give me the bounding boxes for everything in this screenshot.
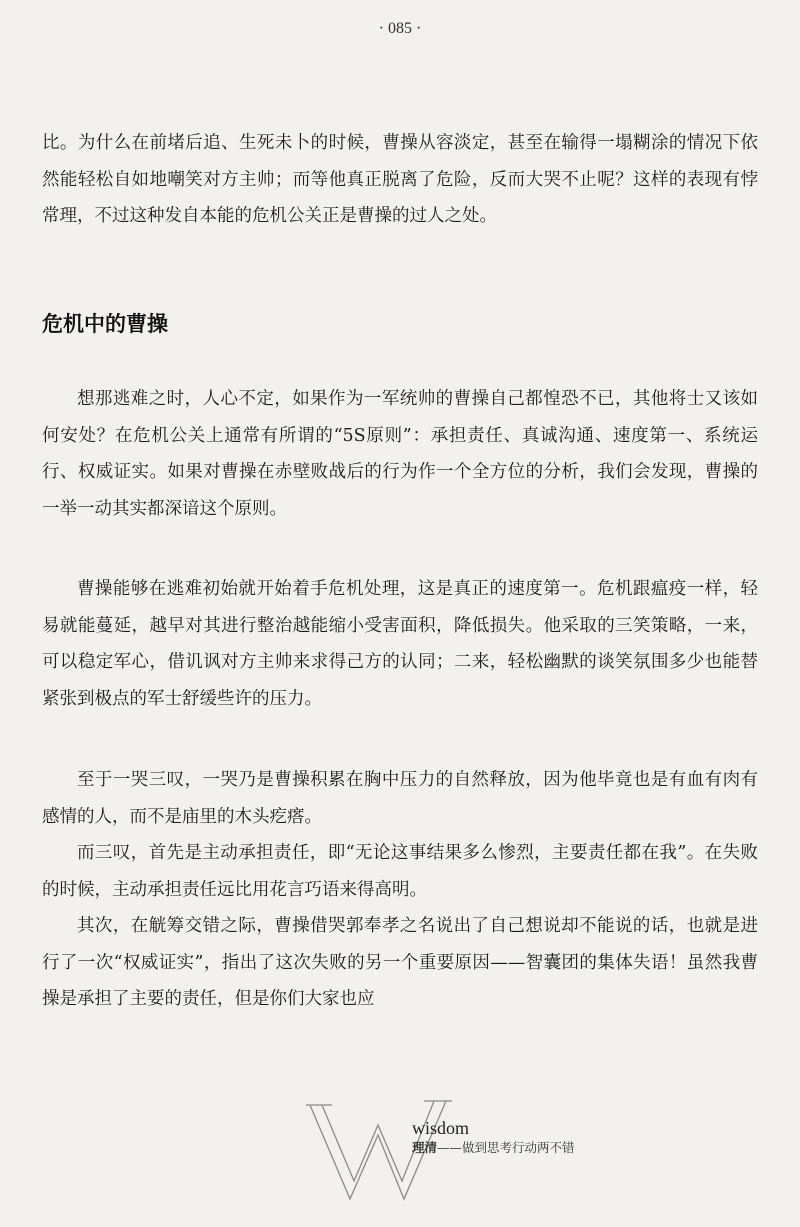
section-title: 危机中的曹操 xyxy=(42,312,168,336)
body-paragraph: 曹操能够在逃难初始就开始着手危机处理，这是真正的速度第一。危机跟瘟疫一样，轻易就能蔓延，越早对其进行整治越能缩小受害面积，降低损失。他采取的三笑策略，一来，可以稳定军心，借讥讽对方主帅来求得己方的认同；二来，轻松幽默的谈笑氛围多少也能替紧张到极点的军士舒缓些许的压力。 xyxy=(42,579,758,709)
footer-text xyxy=(412,1118,575,1158)
body-paragraph: 其次，在觥筹交错之际，曹操借哭郭奉孝之名说出了自己想说却不能说的话，也就是进行了一次“权威证实”，指出了这次失败的另一个重要原因——智囊团的集体失语！虽然我曹操是承担了主要的责任，但是你们大家也应 xyxy=(42,916,758,1009)
body-paragraph: 至于一哭三叹，一哭乃是曹操积累在胸中压力的自然释放，因为他毕竟也是有血有肉有感情的人，而不是庙里的木头疙瘩。 xyxy=(42,770,758,827)
footer-tagline-rest: ——做到思考行动两不错 xyxy=(437,1140,575,1155)
body-paragraph: 想那逃难之时，人心不定，如果作为一军统帅的曹操自己都惶恐不已，其他将士又该如何安处？在危机公关上通常有所谓的“5S原则”：承担责任、真诚沟通、速度第一、系统运行、权威证实。如果对曹操在赤壁败战后的行为作一个全方位的分析，我们会发现，曹操的一举一动其实都深谙这个原则。 xyxy=(42,389,758,519)
intro-paragraph: 比。为什么在前堵后追、生死未卜的时候，曹操从容淡定，甚至在输得一塌糊涂的情况下依然能轻松自如地嘲笑对方主帅；而等他真正脱离了危险，反而大哭不止呢？这样的表现有悖常理，不过这种发自本能的危机公关正是曹操的过人之处。 xyxy=(42,133,758,226)
body-paragraph: 而三叹，首先是主动承担责任，即“无论这事结果多么惨烈，主要责任都在我”。在失败的时候，主动承担责任远比用花言巧语来得高明。 xyxy=(42,843,758,900)
footer-tagline-bold: 理清 xyxy=(412,1140,438,1155)
page-number: · 085 · xyxy=(378,20,422,37)
footer-tagline xyxy=(412,1138,575,1158)
footer-word: wisdom xyxy=(412,1118,470,1138)
